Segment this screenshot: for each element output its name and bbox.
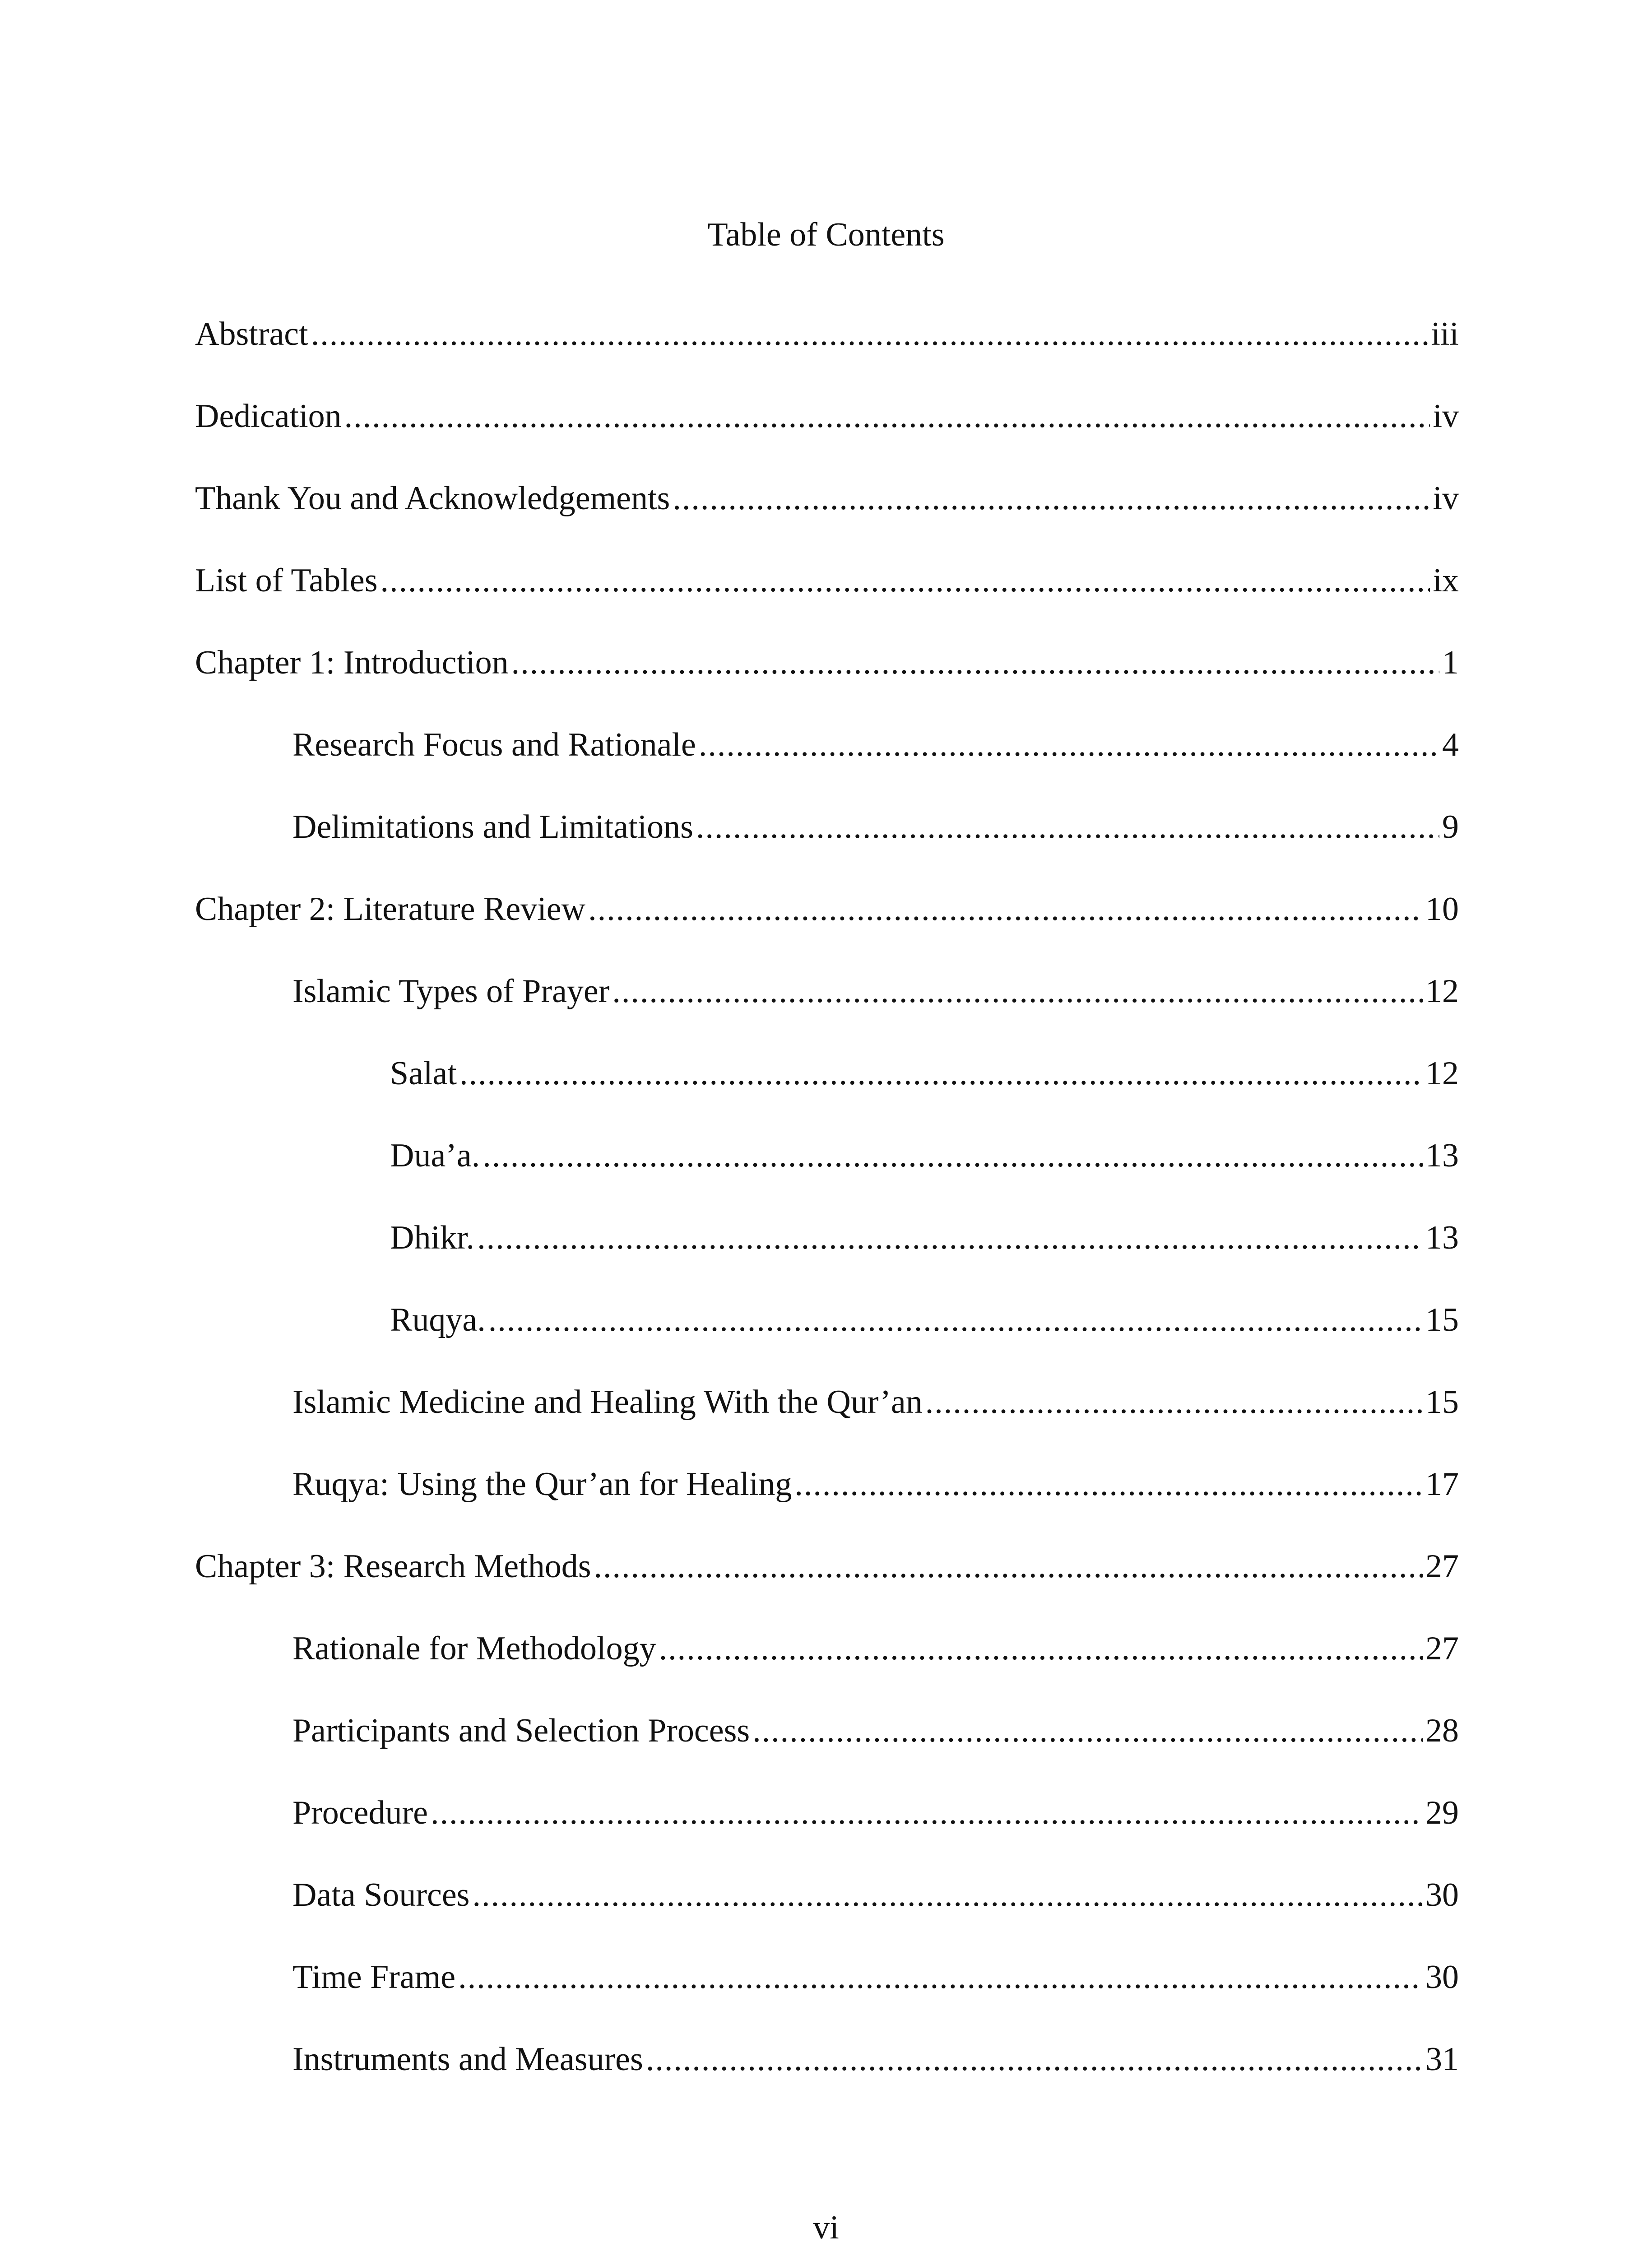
toc-entry[interactable] (195, 558, 1459, 603)
toc-entry-label: Research Focus and Rationale (292, 726, 696, 763)
toc-entry-page: ix (1433, 562, 1459, 599)
toc-entry[interactable] (292, 969, 1459, 1014)
dot-leader (752, 1708, 1423, 1753)
toc-entry-page: 13 (1425, 1219, 1459, 1256)
toc-entry-page: 4 (1442, 726, 1459, 763)
toc-entry-label: Participants and Selection Process (292, 1712, 750, 1749)
dot-leader (311, 311, 1429, 357)
dot-leader (472, 1872, 1423, 1918)
toc-entry-label: Thank You and Acknowledgements (195, 480, 670, 517)
page-title: Table of Contents (707, 216, 945, 253)
toc-entry-label: Salat (390, 1055, 457, 1092)
dot-leader (488, 1297, 1423, 1342)
toc-entry-page: 12 (1425, 1055, 1459, 1092)
dot-leader (696, 804, 1439, 850)
toc-entry[interactable] (292, 722, 1459, 767)
dot-leader (511, 640, 1439, 685)
dot-leader (344, 394, 1430, 439)
dot-leader (477, 1215, 1423, 1260)
toc-entry-label: Instruments and Measures (292, 2041, 643, 2078)
toc-entry[interactable] (292, 1708, 1459, 1753)
toc-entry-label: Delimitations and Limitations (292, 808, 693, 845)
toc-entry-label: Procedure (292, 1794, 428, 1831)
toc-entry[interactable] (195, 887, 1459, 932)
dot-leader (588, 887, 1423, 932)
toc-entry[interactable] (390, 1215, 1459, 1260)
toc-entry-page: 10 (1425, 891, 1459, 928)
toc-entry-label: Dua’a. (390, 1137, 480, 1174)
toc-entry[interactable] (292, 1626, 1459, 1671)
toc-entry-page: 29 (1425, 1794, 1459, 1831)
page-number: vi (813, 2209, 839, 2246)
dot-leader (594, 1544, 1423, 1589)
dot-leader (673, 476, 1430, 521)
toc-entry[interactable] (292, 1955, 1459, 2000)
toc-entry-label: Time Frame (292, 1959, 456, 1996)
toc-entry-label: Dedication (195, 398, 342, 435)
toc-entry-label: Dhikr. (390, 1219, 475, 1256)
dot-leader (925, 1379, 1423, 1425)
dot-leader (431, 1790, 1423, 1835)
toc-entry-page: 27 (1425, 1630, 1459, 1667)
dot-leader (659, 1626, 1423, 1671)
toc-entry-page: 12 (1425, 973, 1459, 1010)
toc-entry[interactable] (292, 1462, 1459, 1507)
toc-entry[interactable] (292, 804, 1459, 850)
toc-entry[interactable] (292, 1790, 1459, 1835)
toc-entry-page: 1 (1442, 644, 1459, 681)
dot-leader (699, 722, 1439, 767)
toc-entry-label: Chapter 1: Introduction (195, 644, 509, 681)
toc-entry-page: 28 (1425, 1712, 1459, 1749)
toc-entry-label: Chapter 3: Research Methods (195, 1548, 591, 1585)
toc-entry[interactable] (195, 311, 1459, 357)
toc-entry-page: 15 (1425, 1384, 1459, 1421)
toc-entry[interactable] (292, 2037, 1459, 2082)
toc-entry[interactable] (292, 1872, 1459, 1918)
dot-leader (794, 1462, 1423, 1507)
toc-entry-label: Islamic Types of Prayer (292, 973, 610, 1010)
toc-entry[interactable] (195, 394, 1459, 439)
toc-entry[interactable] (292, 1379, 1459, 1425)
toc-entry-page: iv (1433, 480, 1459, 517)
toc-entry-page: iv (1433, 398, 1459, 435)
dot-leader (483, 1133, 1423, 1178)
toc-entry-label: Abstract (195, 316, 308, 353)
toc-entry-page: 17 (1425, 1466, 1459, 1503)
toc-entry-page: 9 (1442, 808, 1459, 845)
toc-entry[interactable] (195, 476, 1459, 521)
toc-entry-label: List of Tables (195, 562, 378, 599)
toc-entry-page: 30 (1425, 1959, 1459, 1996)
toc-entry-page: 15 (1425, 1301, 1459, 1338)
toc-entry-page: 31 (1425, 2041, 1459, 2078)
toc-entry[interactable] (195, 1544, 1459, 1589)
toc-entry[interactable] (195, 640, 1459, 685)
toc-entry-page: 27 (1425, 1548, 1459, 1585)
dot-leader (646, 2037, 1423, 2082)
dot-leader (458, 1955, 1423, 2000)
toc-entry-label: Ruqya: Using the Qur’an for Healing (292, 1466, 792, 1503)
toc-entry-page: 30 (1425, 1876, 1459, 1913)
dot-leader (612, 969, 1423, 1014)
toc-entry[interactable] (390, 1297, 1459, 1342)
toc-entry-label: Chapter 2: Literature Review (195, 891, 586, 928)
toc-entry-label: Ruqya. (390, 1301, 486, 1338)
dot-leader (459, 1051, 1423, 1096)
toc-entry-label: Data Sources (292, 1876, 470, 1913)
toc-entry-page: iii (1431, 316, 1459, 353)
toc-entry[interactable] (390, 1051, 1459, 1096)
toc-entry-label: Islamic Medicine and Healing With the Qur’an (292, 1384, 923, 1421)
toc-entry[interactable] (390, 1133, 1459, 1178)
dot-leader (381, 558, 1430, 603)
toc-entry-label: Rationale for Methodology (292, 1630, 656, 1667)
toc-entry-page: 13 (1425, 1137, 1459, 1174)
